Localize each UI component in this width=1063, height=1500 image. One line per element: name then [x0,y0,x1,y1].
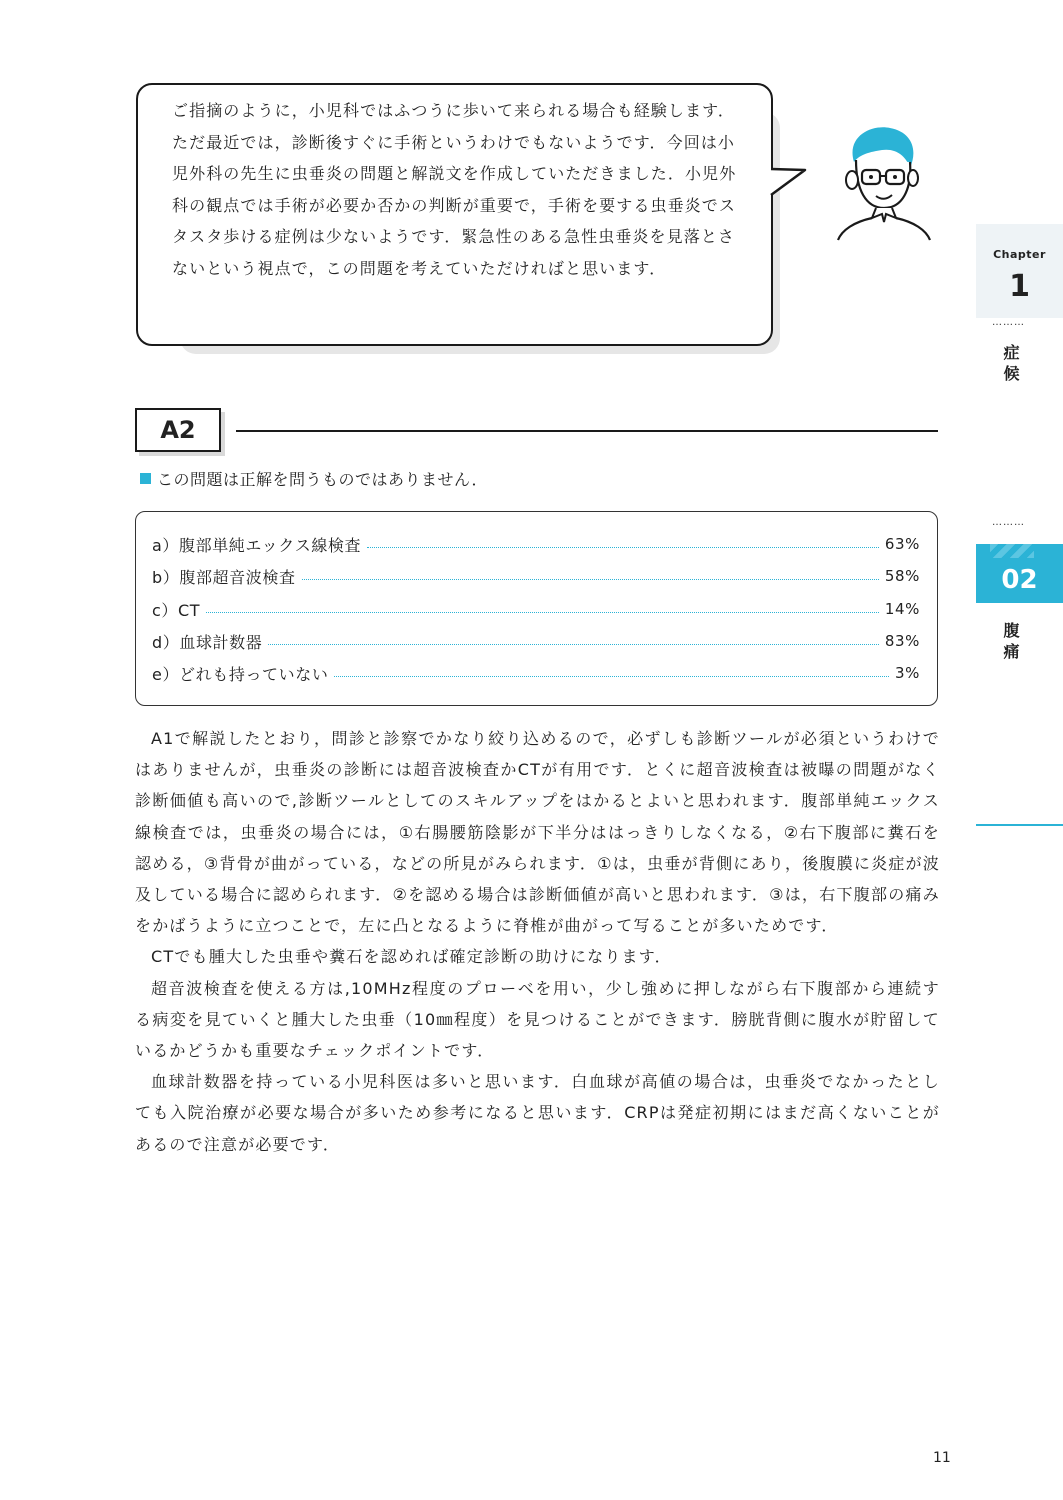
tab-stripe [990,544,1034,558]
answer-list [135,511,938,706]
note [140,467,488,490]
paragraph: CTでも腫大した虫垂や糞石を認めれば確定診断の助けになります． [151,947,672,967]
note-text: この問題は正解を問うものではありません． [157,470,488,489]
list-item [152,532,920,556]
section-number: 02 [1001,565,1038,595]
bubble-tail [769,163,809,203]
list-item [152,629,920,653]
chapter-label: Chapter [993,248,1046,261]
answer-label: e）どれも持っていない [152,664,329,684]
dotted-leader [334,676,889,677]
chapter-title: 症 候 [1003,343,1020,383]
page-number: 11 [933,1450,951,1466]
list-item [152,564,920,588]
list-item [152,661,920,685]
answer-percent: 3% [895,664,920,682]
body-text [135,723,940,1160]
answer-label: d）血球計数器 [152,632,263,652]
answer-label: a）腹部単純エックス線検査 [152,535,362,555]
answer-heading: A2 [135,408,221,452]
answer-percent: 63% [884,535,920,553]
doctor-avatar-icon [832,122,932,242]
chapter-tab[interactable] [976,224,1063,318]
heading-rule [236,430,938,432]
chapter-dots: ……… [992,317,1025,328]
answer-label: b）腹部超音波検査 [152,567,296,587]
square-bullet-icon [140,473,151,484]
answer-label: c）CT [152,600,201,620]
paragraph: 超音波検査を使える方は,10MHz程度のプローベを用い，少し強めに押しながら右下腹部から連続する病変を見ていくと腫大した虫垂（10㎜程度）を見つけることができます．膀胱背側に腹水が貯留しているかどうかも重要なチェックポイントです． [135,978,940,1061]
dotted-leader [206,612,879,613]
chapter-number: 1 [1009,269,1030,304]
list-item [152,597,920,621]
dotted-leader [268,644,879,645]
answer-percent: 58% [884,567,920,585]
section-title: 腹 痛 [1003,621,1020,661]
paragraph: 血球計数器を持っている小児科医は多いと思います．白血球が高値の場合は，虫垂炎でなかったとしても入院治療が必要な場合が多いため参考になると思います．CRPは発症初期にはまだ高くないことがあるので注意が必要です． [135,1072,940,1154]
section-dots: ……… [992,517,1025,528]
answer-percent: 14% [884,600,920,618]
paragraph: A1で解説したとおり，問診と診察でかなり絞り込めるので，必ずしも診断ツールが必須というわけではありませんが，虫垂炎の診断には超音波検査かCTが有用です．とくに超音波検査は被曝の問題がなく診断価値も高いので,診断ツールとしてのスキルアップをはかるとよいと思われます．腹部単純エックス線検査では，虫垂炎の場合には，①右腸腰筋陰影が下半分ははっきりしなくなる，②右下腹部に糞石を認める，③背骨が曲がっている，などの所見がみられます．①は，虫垂が背側にあり，後腹膜に炎症が波及している場合に認められます．②を認める場合は診断価値が高いと思われます．③は，右下腹部の痛みをかばうように立つことで，左に凸となるように脊椎が曲がって写ることが多いためです． [135,729,940,936]
section-tab[interactable] [976,544,1063,603]
answer-percent: 83% [884,632,920,650]
bubble-text: ご指摘のように，小児科ではふつうに歩いて来られる場合も経験します．ただ最近では，診断後すぐに手術というわけでもないようです．今回は小児外科の先生に虫垂炎の問題と解説文を作成していただきました．小児外科の観点では手術が必要か否かの判断が重要で，手術を要する虫垂炎でスタスタ歩ける症例は少ないようです．緊急性のある急性虫垂炎を見落とさないという視点で，この問題を考えていただければと思います． [172,101,737,278]
side-divider [976,824,1063,826]
dotted-leader [302,579,879,580]
dotted-leader [367,547,879,548]
